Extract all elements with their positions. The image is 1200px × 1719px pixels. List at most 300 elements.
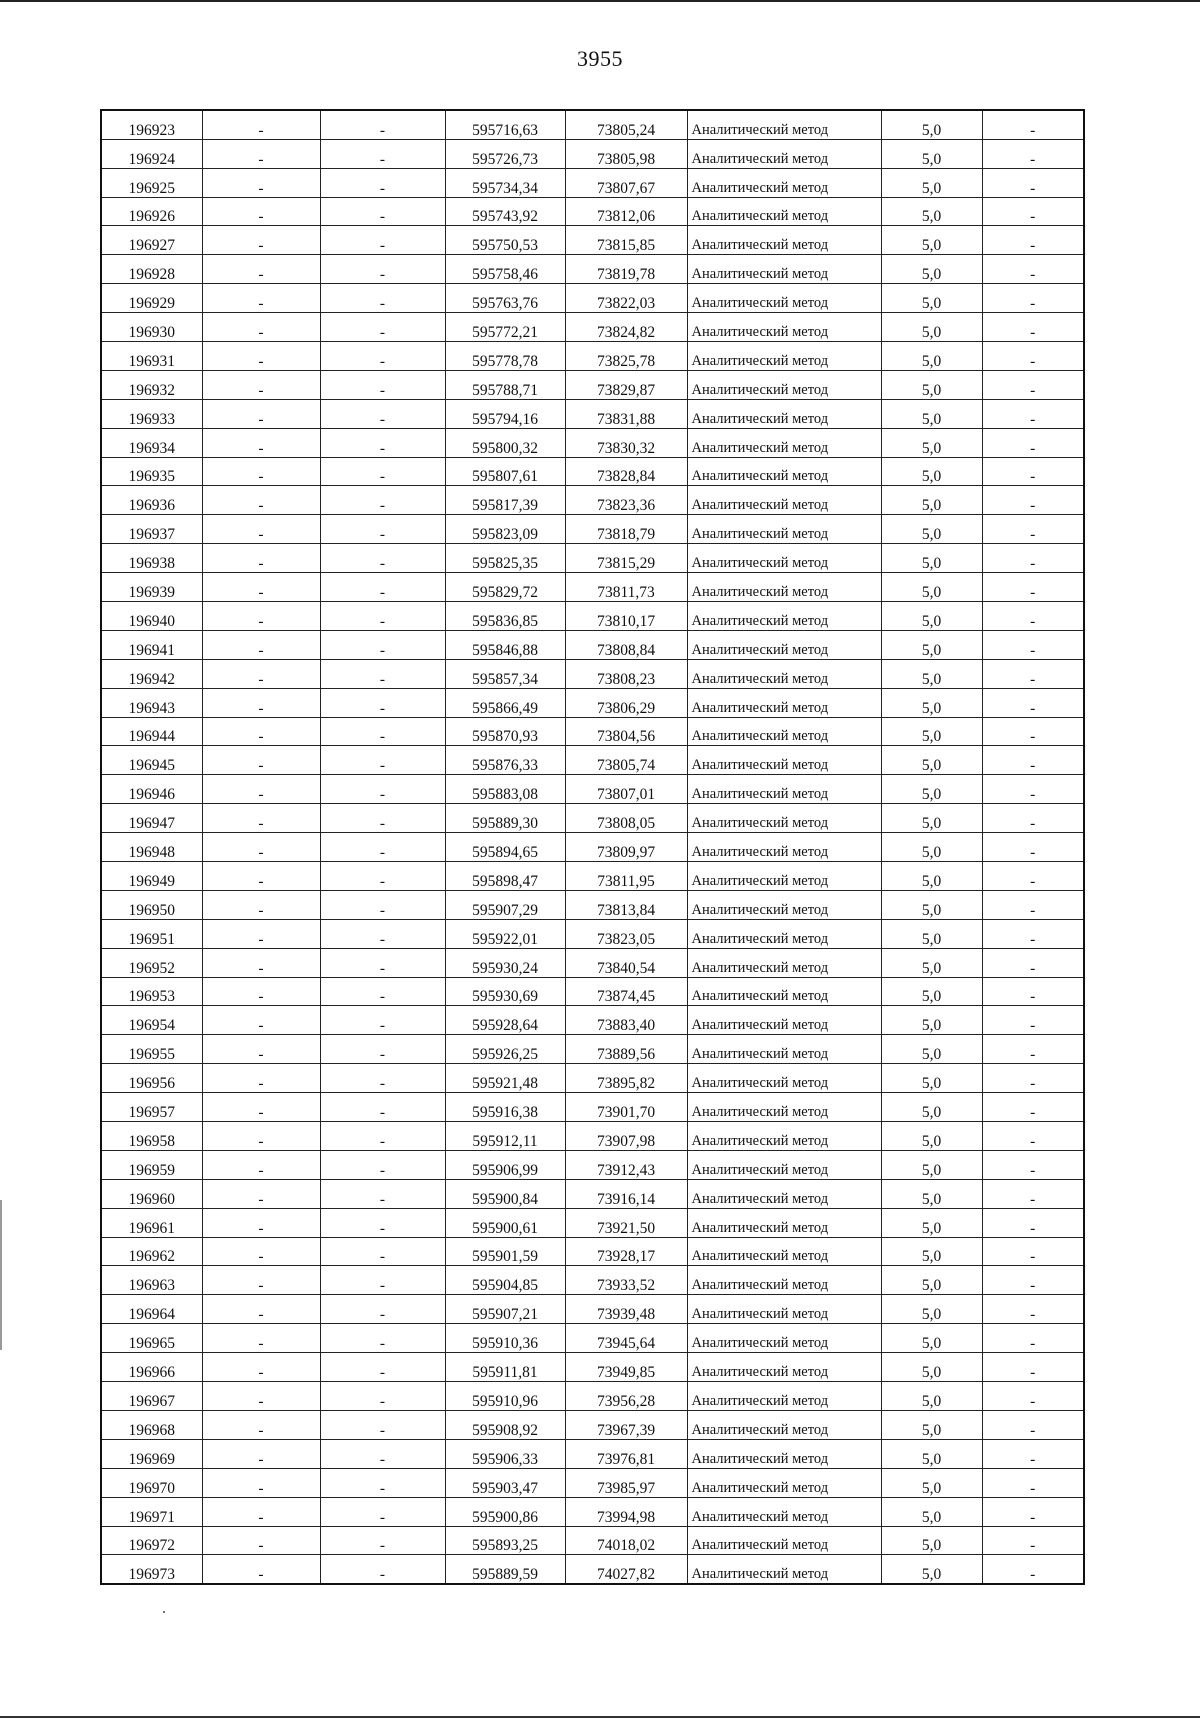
empty-cell-b: - xyxy=(320,688,445,717)
x-coordinate-cell: 595800,32 xyxy=(445,428,565,457)
empty-cell-b: - xyxy=(320,1410,445,1439)
point-number-cell: 196967 xyxy=(101,1382,202,1411)
empty-cell-c: - xyxy=(982,226,1084,255)
x-coordinate-cell: 595904,85 xyxy=(445,1266,565,1295)
point-number-cell: 196946 xyxy=(101,775,202,804)
empty-cell-a: - xyxy=(202,1526,320,1555)
empty-cell-a: - xyxy=(202,977,320,1006)
method-cell: Аналитический метод xyxy=(687,1468,881,1497)
y-coordinate-cell: 73813,84 xyxy=(565,890,687,919)
empty-cell-a: - xyxy=(202,1122,320,1151)
point-number-cell: 196943 xyxy=(101,688,202,717)
empty-cell-b: - xyxy=(320,948,445,977)
empty-cell-c: - xyxy=(982,1093,1084,1122)
empty-cell-a: - xyxy=(202,110,320,139)
empty-cell-a: - xyxy=(202,1035,320,1064)
empty-cell-b: - xyxy=(320,1150,445,1179)
empty-cell-c: - xyxy=(982,1064,1084,1093)
x-coordinate-cell: 595734,34 xyxy=(445,168,565,197)
point-number-cell: 196971 xyxy=(101,1497,202,1526)
accuracy-cell: 5,0 xyxy=(881,1439,982,1468)
x-coordinate-cell: 595817,39 xyxy=(445,486,565,515)
method-cell: Аналитический метод xyxy=(687,1208,881,1237)
x-coordinate-cell: 595807,61 xyxy=(445,457,565,486)
y-coordinate-cell: 73945,64 xyxy=(565,1324,687,1353)
empty-cell-b: - xyxy=(320,1122,445,1151)
empty-cell-c: - xyxy=(982,1179,1084,1208)
empty-cell-a: - xyxy=(202,341,320,370)
empty-cell-b: - xyxy=(320,833,445,862)
point-number-cell: 196948 xyxy=(101,833,202,862)
table-row xyxy=(101,977,1084,1006)
table-row xyxy=(101,255,1084,284)
x-coordinate-cell: 595906,99 xyxy=(445,1150,565,1179)
empty-cell-c: - xyxy=(982,544,1084,573)
empty-cell-a: - xyxy=(202,1208,320,1237)
accuracy-cell: 5,0 xyxy=(881,1382,982,1411)
table-row xyxy=(101,1295,1084,1324)
accuracy-cell: 5,0 xyxy=(881,1150,982,1179)
empty-cell-b: - xyxy=(320,775,445,804)
table-row xyxy=(101,804,1084,833)
accuracy-cell: 5,0 xyxy=(881,1208,982,1237)
method-cell: Аналитический метод xyxy=(687,255,881,284)
method-cell: Аналитический метод xyxy=(687,1555,881,1584)
accuracy-cell: 5,0 xyxy=(881,515,982,544)
accuracy-cell: 5,0 xyxy=(881,255,982,284)
empty-cell-b: - xyxy=(320,977,445,1006)
x-coordinate-cell: 595910,36 xyxy=(445,1324,565,1353)
y-coordinate-cell: 73874,45 xyxy=(565,977,687,1006)
empty-cell-a: - xyxy=(202,746,320,775)
x-coordinate-cell: 595857,34 xyxy=(445,659,565,688)
empty-cell-c: - xyxy=(982,890,1084,919)
point-number-cell: 196924 xyxy=(101,139,202,168)
accuracy-cell: 5,0 xyxy=(881,746,982,775)
y-coordinate-cell: 73883,40 xyxy=(565,1006,687,1035)
empty-cell-b: - xyxy=(320,1382,445,1411)
point-number-cell: 196949 xyxy=(101,862,202,891)
y-coordinate-cell: 73807,01 xyxy=(565,775,687,804)
method-cell: Аналитический метод xyxy=(687,1093,881,1122)
x-coordinate-cell: 595907,29 xyxy=(445,890,565,919)
table-row xyxy=(101,1555,1084,1584)
x-coordinate-cell: 595907,21 xyxy=(445,1295,565,1324)
empty-cell-b: - xyxy=(320,284,445,313)
y-coordinate-cell: 73825,78 xyxy=(565,341,687,370)
x-coordinate-cell: 595921,48 xyxy=(445,1064,565,1093)
accuracy-cell: 5,0 xyxy=(881,1353,982,1382)
empty-cell-b: - xyxy=(320,139,445,168)
empty-cell-a: - xyxy=(202,688,320,717)
x-coordinate-cell: 595900,84 xyxy=(445,1179,565,1208)
x-coordinate-cell: 595898,47 xyxy=(445,862,565,891)
empty-cell-a: - xyxy=(202,139,320,168)
empty-cell-c: - xyxy=(982,1150,1084,1179)
empty-cell-b: - xyxy=(320,1439,445,1468)
empty-cell-c: - xyxy=(982,1122,1084,1151)
y-coordinate-cell: 73805,24 xyxy=(565,110,687,139)
accuracy-cell: 5,0 xyxy=(881,1122,982,1151)
accuracy-cell: 5,0 xyxy=(881,1295,982,1324)
empty-cell-a: - xyxy=(202,1382,320,1411)
y-coordinate-cell: 73804,56 xyxy=(565,717,687,746)
empty-cell-a: - xyxy=(202,226,320,255)
y-coordinate-cell: 73830,32 xyxy=(565,428,687,457)
table-row xyxy=(101,890,1084,919)
empty-cell-a: - xyxy=(202,804,320,833)
empty-cell-b: - xyxy=(320,1266,445,1295)
method-cell: Аналитический метод xyxy=(687,1410,881,1439)
accuracy-cell: 5,0 xyxy=(881,1006,982,1035)
point-number-cell: 196933 xyxy=(101,399,202,428)
accuracy-cell: 5,0 xyxy=(881,139,982,168)
method-cell: Аналитический метод xyxy=(687,1266,881,1295)
empty-cell-b: - xyxy=(320,1006,445,1035)
table-row xyxy=(101,1179,1084,1208)
empty-cell-c: - xyxy=(982,1410,1084,1439)
point-number-cell: 196942 xyxy=(101,659,202,688)
empty-cell-b: - xyxy=(320,659,445,688)
x-coordinate-cell: 595916,38 xyxy=(445,1093,565,1122)
table-row xyxy=(101,226,1084,255)
accuracy-cell: 5,0 xyxy=(881,602,982,631)
point-number-cell: 196931 xyxy=(101,341,202,370)
point-number-cell: 196930 xyxy=(101,313,202,342)
empty-cell-a: - xyxy=(202,630,320,659)
accuracy-cell: 5,0 xyxy=(881,313,982,342)
table-row xyxy=(101,717,1084,746)
empty-cell-c: - xyxy=(982,775,1084,804)
y-coordinate-cell: 73811,95 xyxy=(565,862,687,891)
empty-cell-c: - xyxy=(982,1324,1084,1353)
x-coordinate-cell: 595883,08 xyxy=(445,775,565,804)
table-row xyxy=(101,775,1084,804)
x-coordinate-cell: 595763,76 xyxy=(445,284,565,313)
table-row xyxy=(101,515,1084,544)
accuracy-cell: 5,0 xyxy=(881,1410,982,1439)
y-coordinate-cell: 73808,05 xyxy=(565,804,687,833)
page-number: 3955 xyxy=(577,46,623,71)
y-coordinate-cell: 73818,79 xyxy=(565,515,687,544)
empty-cell-c: - xyxy=(982,862,1084,891)
y-coordinate-cell: 73822,03 xyxy=(565,284,687,313)
method-cell: Аналитический метод xyxy=(687,804,881,833)
method-cell: Аналитический метод xyxy=(687,313,881,342)
accuracy-cell: 5,0 xyxy=(881,399,982,428)
empty-cell-b: - xyxy=(320,399,445,428)
y-coordinate-cell: 73819,78 xyxy=(565,255,687,284)
method-cell: Аналитический метод xyxy=(687,862,881,891)
empty-cell-c: - xyxy=(982,717,1084,746)
empty-cell-a: - xyxy=(202,399,320,428)
empty-cell-b: - xyxy=(320,486,445,515)
method-cell: Аналитический метод xyxy=(687,890,881,919)
empty-cell-b: - xyxy=(320,226,445,255)
y-coordinate-cell: 73967,39 xyxy=(565,1410,687,1439)
table-row xyxy=(101,1093,1084,1122)
point-number-cell: 196960 xyxy=(101,1179,202,1208)
empty-cell-a: - xyxy=(202,197,320,226)
empty-cell-c: - xyxy=(982,428,1084,457)
empty-cell-a: - xyxy=(202,255,320,284)
method-cell: Аналитический метод xyxy=(687,486,881,515)
empty-cell-b: - xyxy=(320,544,445,573)
empty-cell-a: - xyxy=(202,486,320,515)
accuracy-cell: 5,0 xyxy=(881,919,982,948)
point-number-cell: 196956 xyxy=(101,1064,202,1093)
empty-cell-a: - xyxy=(202,1064,320,1093)
empty-cell-a: - xyxy=(202,284,320,313)
empty-cell-b: - xyxy=(320,1093,445,1122)
accuracy-cell: 5,0 xyxy=(881,1093,982,1122)
accuracy-cell: 5,0 xyxy=(881,890,982,919)
accuracy-cell: 5,0 xyxy=(881,1237,982,1266)
empty-cell-c: - xyxy=(982,1526,1084,1555)
point-number-cell: 196961 xyxy=(101,1208,202,1237)
empty-cell-a: - xyxy=(202,1295,320,1324)
table-row xyxy=(101,746,1084,775)
method-cell: Аналитический метод xyxy=(687,977,881,1006)
empty-cell-b: - xyxy=(320,1555,445,1584)
y-coordinate-cell: 73889,56 xyxy=(565,1035,687,1064)
empty-cell-c: - xyxy=(982,948,1084,977)
empty-cell-b: - xyxy=(320,862,445,891)
accuracy-cell: 5,0 xyxy=(881,1526,982,1555)
empty-cell-c: - xyxy=(982,1237,1084,1266)
point-number-cell: 196953 xyxy=(101,977,202,1006)
x-coordinate-cell: 595823,09 xyxy=(445,515,565,544)
method-cell: Аналитический метод xyxy=(687,139,881,168)
empty-cell-c: - xyxy=(982,399,1084,428)
y-coordinate-cell: 73808,84 xyxy=(565,630,687,659)
y-coordinate-cell: 73806,29 xyxy=(565,688,687,717)
x-coordinate-cell: 595743,92 xyxy=(445,197,565,226)
table-row xyxy=(101,833,1084,862)
empty-cell-a: - xyxy=(202,1468,320,1497)
y-coordinate-cell: 73807,67 xyxy=(565,168,687,197)
y-coordinate-cell: 73895,82 xyxy=(565,1064,687,1093)
method-cell: Аналитический метод xyxy=(687,602,881,631)
empty-cell-a: - xyxy=(202,1237,320,1266)
table-row xyxy=(101,168,1084,197)
x-coordinate-cell: 595829,72 xyxy=(445,573,565,602)
method-cell: Аналитический метод xyxy=(687,948,881,977)
method-cell: Аналитический метод xyxy=(687,399,881,428)
empty-cell-c: - xyxy=(982,1468,1084,1497)
y-coordinate-cell: 73994,98 xyxy=(565,1497,687,1526)
point-number-cell: 196926 xyxy=(101,197,202,226)
empty-cell-a: - xyxy=(202,1410,320,1439)
accuracy-cell: 5,0 xyxy=(881,1179,982,1208)
empty-cell-b: - xyxy=(320,1497,445,1526)
x-coordinate-cell: 595903,47 xyxy=(445,1468,565,1497)
method-cell: Аналитический метод xyxy=(687,544,881,573)
point-number-cell: 196929 xyxy=(101,284,202,313)
table-row xyxy=(101,688,1084,717)
empty-cell-c: - xyxy=(982,341,1084,370)
table-row xyxy=(101,139,1084,168)
table-row xyxy=(101,1122,1084,1151)
point-number-cell: 196963 xyxy=(101,1266,202,1295)
method-cell: Аналитический метод xyxy=(687,1179,881,1208)
method-cell: Аналитический метод xyxy=(687,919,881,948)
point-number-cell: 196947 xyxy=(101,804,202,833)
table-row xyxy=(101,630,1084,659)
point-number-cell: 196941 xyxy=(101,630,202,659)
empty-cell-a: - xyxy=(202,428,320,457)
x-coordinate-cell: 595889,59 xyxy=(445,1555,565,1584)
y-coordinate-cell: 73823,05 xyxy=(565,919,687,948)
y-coordinate-cell: 73921,50 xyxy=(565,1208,687,1237)
x-coordinate-cell: 595912,11 xyxy=(445,1122,565,1151)
empty-cell-b: - xyxy=(320,890,445,919)
x-coordinate-cell: 595910,96 xyxy=(445,1382,565,1411)
empty-cell-c: - xyxy=(982,515,1084,544)
accuracy-cell: 5,0 xyxy=(881,1468,982,1497)
point-number-cell: 196945 xyxy=(101,746,202,775)
accuracy-cell: 5,0 xyxy=(881,1035,982,1064)
x-coordinate-cell: 595772,21 xyxy=(445,313,565,342)
point-number-cell: 196957 xyxy=(101,1093,202,1122)
table-row xyxy=(101,399,1084,428)
y-coordinate-cell: 73809,97 xyxy=(565,833,687,862)
empty-cell-c: - xyxy=(982,1382,1084,1411)
method-cell: Аналитический метод xyxy=(687,573,881,602)
y-coordinate-cell: 73976,81 xyxy=(565,1439,687,1468)
empty-cell-b: - xyxy=(320,1295,445,1324)
y-coordinate-cell: 73828,84 xyxy=(565,457,687,486)
table-row xyxy=(101,1150,1084,1179)
accuracy-cell: 5,0 xyxy=(881,1266,982,1295)
empty-cell-b: - xyxy=(320,1237,445,1266)
y-coordinate-cell: 73916,14 xyxy=(565,1179,687,1208)
x-coordinate-cell: 595889,30 xyxy=(445,804,565,833)
empty-cell-c: - xyxy=(982,1266,1084,1295)
y-coordinate-cell: 73949,85 xyxy=(565,1353,687,1382)
accuracy-cell: 5,0 xyxy=(881,341,982,370)
bottom-border-line xyxy=(0,1716,1200,1718)
table-row xyxy=(101,370,1084,399)
x-coordinate-cell: 595758,46 xyxy=(445,255,565,284)
method-cell: Аналитический метод xyxy=(687,197,881,226)
empty-cell-b: - xyxy=(320,602,445,631)
empty-cell-b: - xyxy=(320,168,445,197)
empty-cell-c: - xyxy=(982,746,1084,775)
x-coordinate-cell: 595930,24 xyxy=(445,948,565,977)
y-coordinate-cell: 73805,74 xyxy=(565,746,687,775)
empty-cell-a: - xyxy=(202,515,320,544)
accuracy-cell: 5,0 xyxy=(881,688,982,717)
empty-cell-c: - xyxy=(982,197,1084,226)
empty-cell-b: - xyxy=(320,1526,445,1555)
accuracy-cell: 5,0 xyxy=(881,110,982,139)
empty-cell-b: - xyxy=(320,341,445,370)
top-border-line xyxy=(0,0,1200,2)
point-number-cell: 196935 xyxy=(101,457,202,486)
empty-cell-c: - xyxy=(982,833,1084,862)
empty-cell-c: - xyxy=(982,804,1084,833)
table-row xyxy=(101,110,1084,139)
method-cell: Аналитический метод xyxy=(687,746,881,775)
accuracy-cell: 5,0 xyxy=(881,168,982,197)
empty-cell-c: - xyxy=(982,457,1084,486)
empty-cell-c: - xyxy=(982,602,1084,631)
empty-cell-a: - xyxy=(202,948,320,977)
y-coordinate-cell: 73805,98 xyxy=(565,139,687,168)
y-coordinate-cell: 73840,54 xyxy=(565,948,687,977)
scan-speck xyxy=(163,1611,165,1613)
empty-cell-b: - xyxy=(320,1179,445,1208)
y-coordinate-cell: 73933,52 xyxy=(565,1266,687,1295)
empty-cell-c: - xyxy=(982,168,1084,197)
accuracy-cell: 5,0 xyxy=(881,544,982,573)
x-coordinate-cell: 595825,35 xyxy=(445,544,565,573)
accuracy-cell: 5,0 xyxy=(881,428,982,457)
empty-cell-a: - xyxy=(202,370,320,399)
empty-cell-b: - xyxy=(320,515,445,544)
empty-cell-c: - xyxy=(982,1006,1084,1035)
empty-cell-a: - xyxy=(202,457,320,486)
accuracy-cell: 5,0 xyxy=(881,775,982,804)
point-number-cell: 196959 xyxy=(101,1150,202,1179)
table-row xyxy=(101,197,1084,226)
accuracy-cell: 5,0 xyxy=(881,370,982,399)
table-body xyxy=(101,110,1084,1584)
method-cell: Аналитический метод xyxy=(687,659,881,688)
method-cell: Аналитический метод xyxy=(687,457,881,486)
empty-cell-b: - xyxy=(320,1035,445,1064)
accuracy-cell: 5,0 xyxy=(881,862,982,891)
x-coordinate-cell: 595716,63 xyxy=(445,110,565,139)
point-number-cell: 196951 xyxy=(101,919,202,948)
x-coordinate-cell: 595726,73 xyxy=(445,139,565,168)
x-coordinate-cell: 595930,69 xyxy=(445,977,565,1006)
empty-cell-b: - xyxy=(320,1353,445,1382)
method-cell: Аналитический метод xyxy=(687,717,881,746)
accuracy-cell: 5,0 xyxy=(881,573,982,602)
y-coordinate-cell: 73985,97 xyxy=(565,1468,687,1497)
table-row xyxy=(101,313,1084,342)
x-coordinate-cell: 595846,88 xyxy=(445,630,565,659)
method-cell: Аналитический метод xyxy=(687,1064,881,1093)
point-number-cell: 196966 xyxy=(101,1353,202,1382)
empty-cell-a: - xyxy=(202,1006,320,1035)
accuracy-cell: 5,0 xyxy=(881,457,982,486)
x-coordinate-cell: 595911,81 xyxy=(445,1353,565,1382)
empty-cell-a: - xyxy=(202,1266,320,1295)
y-coordinate-cell: 73824,82 xyxy=(565,313,687,342)
scan-edge-mark xyxy=(0,1200,2,1350)
y-coordinate-cell: 73811,73 xyxy=(565,573,687,602)
empty-cell-c: - xyxy=(982,313,1084,342)
point-number-cell: 196950 xyxy=(101,890,202,919)
point-number-cell: 196965 xyxy=(101,1324,202,1353)
x-coordinate-cell: 595836,85 xyxy=(445,602,565,631)
point-number-cell: 196944 xyxy=(101,717,202,746)
x-coordinate-cell: 595866,49 xyxy=(445,688,565,717)
method-cell: Аналитический метод xyxy=(687,370,881,399)
method-cell: Аналитический метод xyxy=(687,110,881,139)
y-coordinate-cell: 73808,23 xyxy=(565,659,687,688)
empty-cell-c: - xyxy=(982,630,1084,659)
table-row xyxy=(101,862,1084,891)
accuracy-cell: 5,0 xyxy=(881,1555,982,1584)
empty-cell-a: - xyxy=(202,833,320,862)
table-row xyxy=(101,1237,1084,1266)
empty-cell-a: - xyxy=(202,1439,320,1468)
x-coordinate-cell: 595876,33 xyxy=(445,746,565,775)
